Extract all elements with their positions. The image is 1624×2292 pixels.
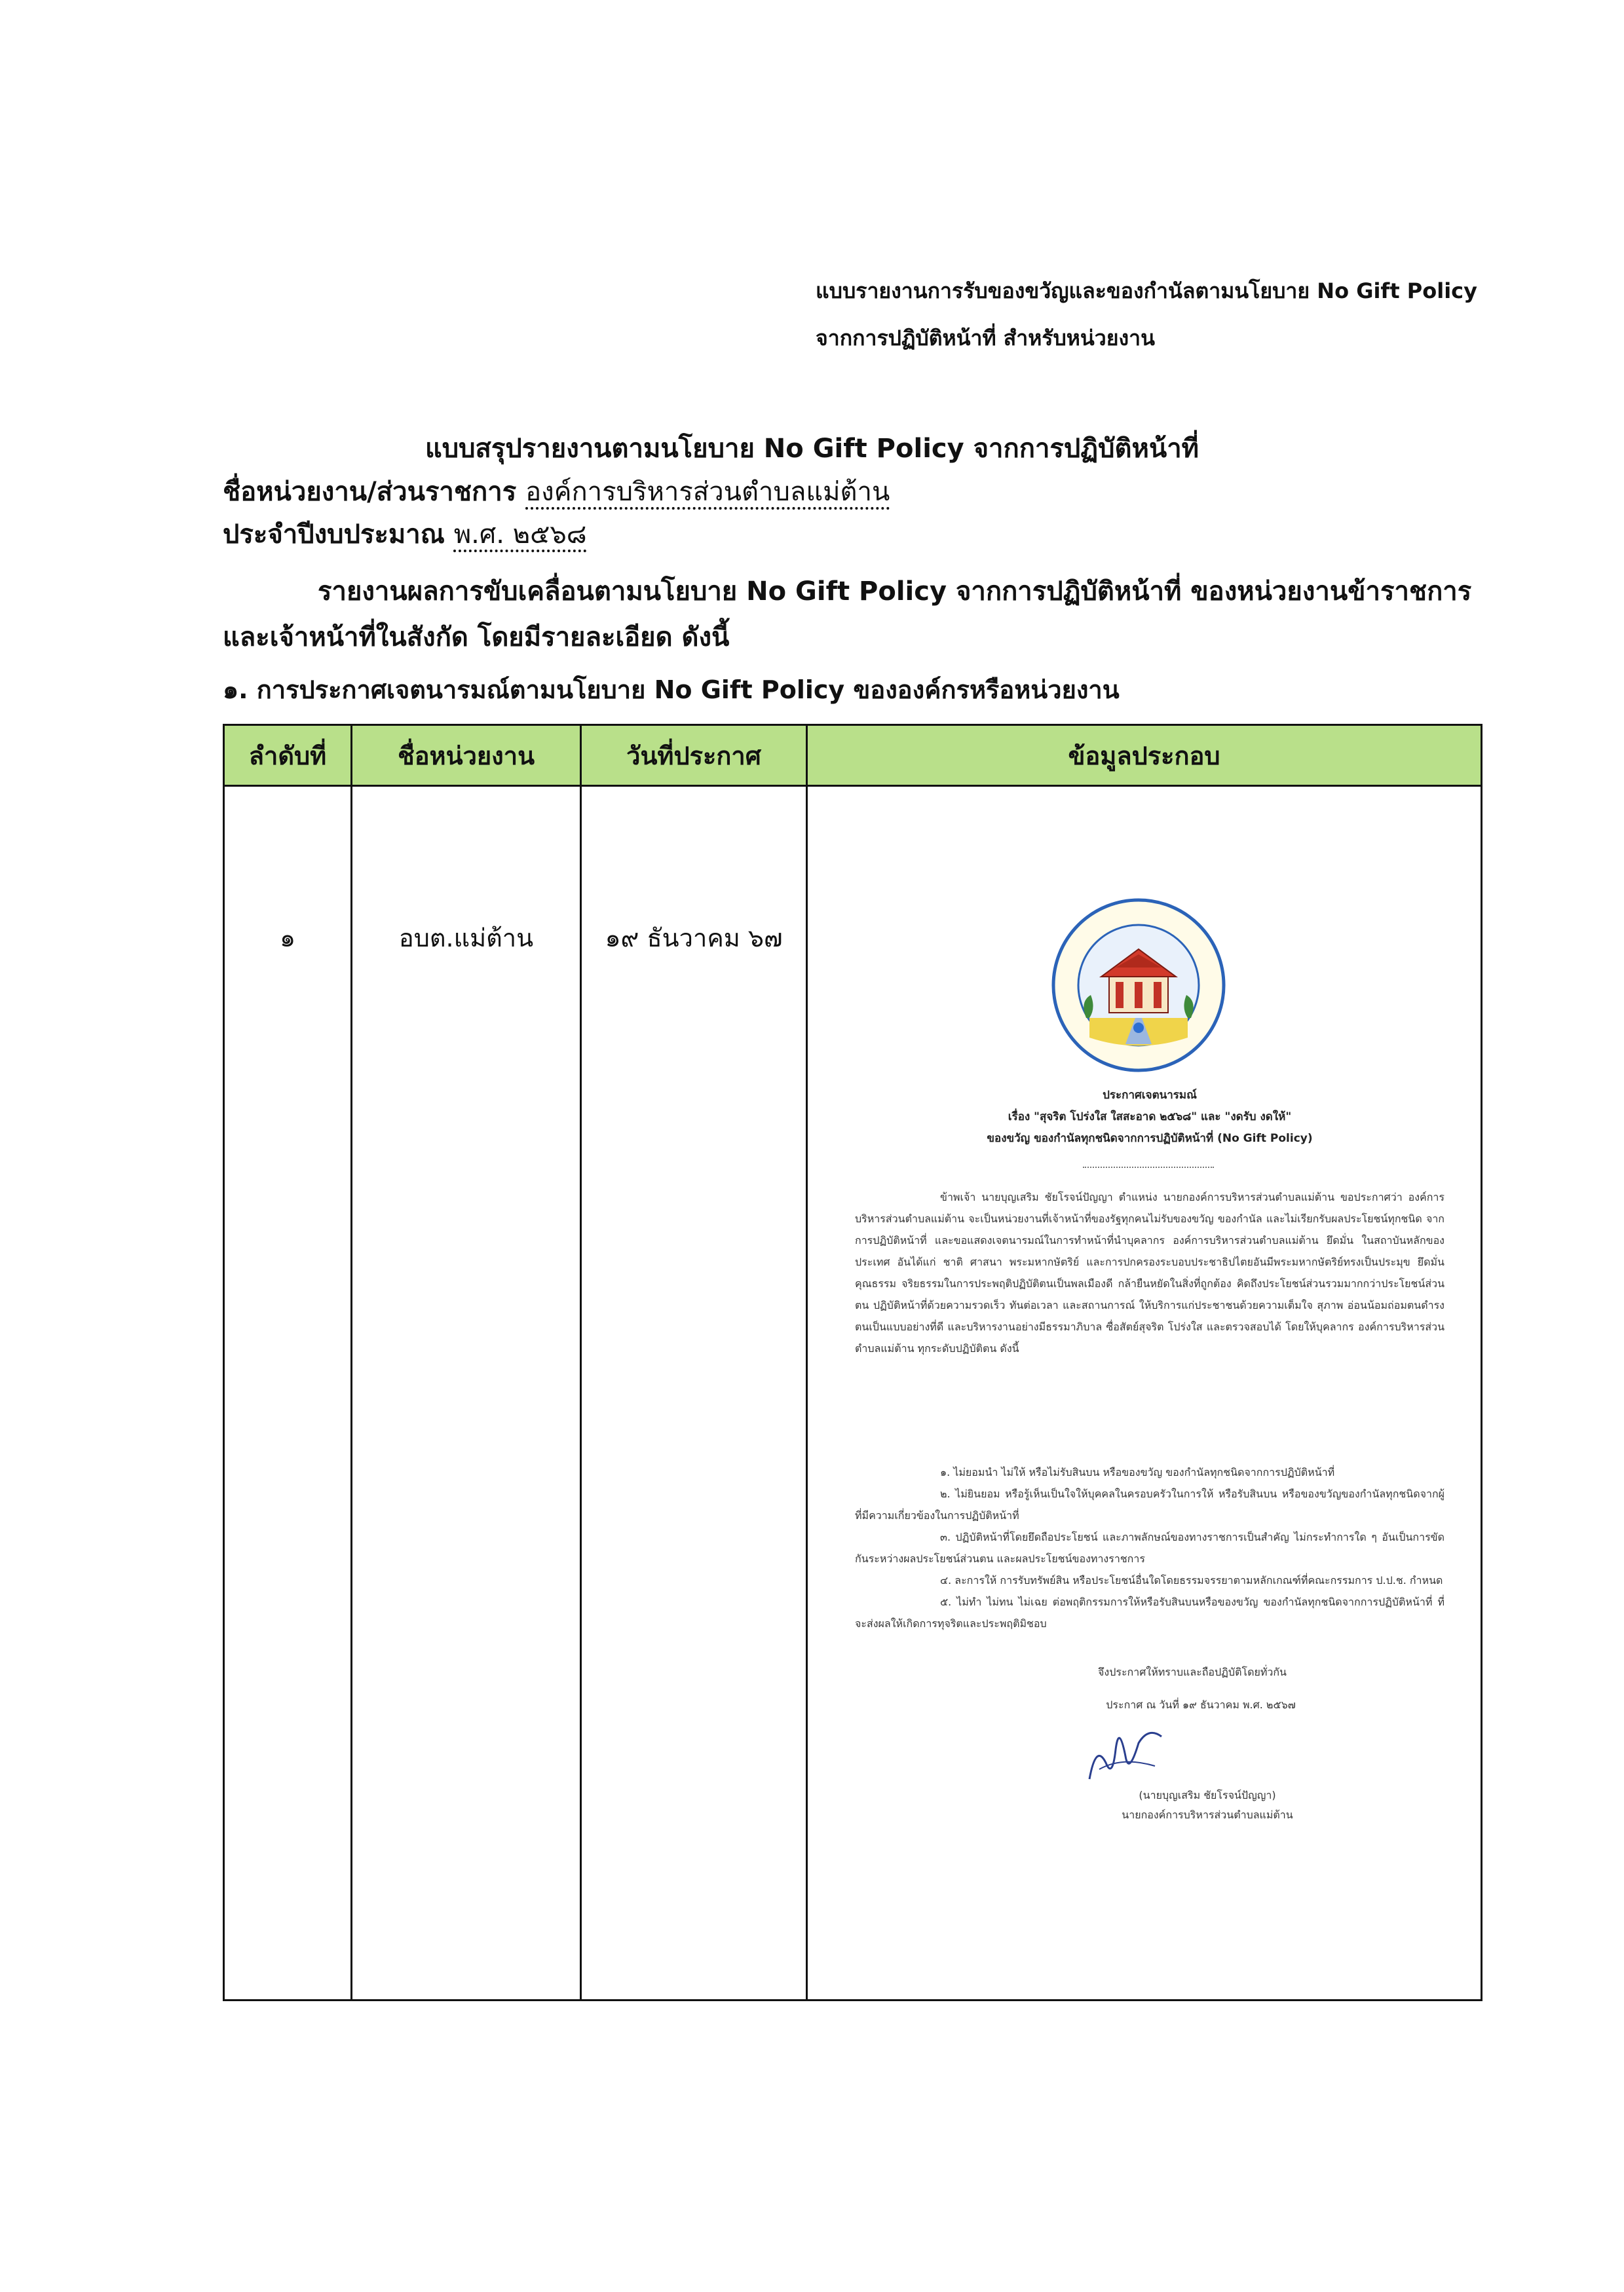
announcement-image: [808, 787, 1481, 1999]
fiscal-year-label: ประจำปีงบประมาณ: [223, 519, 445, 550]
section-1-heading: ๑. การประกาศเจตนารมณ์ตามนโยบาย No Gift Policy ขององค์กรหรือหน่วยงาน: [223, 675, 1120, 704]
cell-agency: อบต.แม่ต้าน: [352, 786, 581, 2001]
form-header-line2: จากการปฏิบัติหน้าที่ สำหรับหน่วยงาน: [816, 326, 1155, 350]
announcement-signer: [1004, 1786, 1410, 1825]
announcement-subject: เรื่อง "สุจริต โปร่งใส ใสสะอาด ๒๕๖๘" และ "งดรับ งดให้": [1008, 1110, 1292, 1123]
announcement-body: ข้าพเจ้า นายบุญเสริม ชัยโรจน์ปัญญา ตำแหน่ง นายกองค์การบริหารส่วนตำบลแม่ต้าน ขอประกาศว่า องค์การบริหารส่วนตำบลแม่ต้าน จะเป็นหน่วยงานที่เจ้าหน้าที่ของรัฐทุกคนไม่รับของขวัญ ของกำนัล และไม่เรียกรับผลประโยชน์ทุกชนิด จากการปฏิบัติหน้าที่ และขอแสดงเจตนารมณ์ในการทำหน้าที่นำบุคลากร องค์การบริหารส่วนตำบลแม่ต้าน ยึดมั่น ในสถาบันหลักของประเทศ อันได้แก่ ชาติ ศาสนา พระมหากษัตริย์ และการปกครองระบอบประชาธิปไตยอันมีพระมหากษัตริย์ทรงเป็นประมุข ยึดมั่นคุณธรรม จริยธรรมในการประพฤติปฏิบัติตนเป็นพลเมืองดี กล้ายืนหยัดในสิ่งที่ถูกต้อง คิดถึงประโยชน์ส่วนรวมมากกว่าประโยชน์ส่วนตน ปฏิบัติหน้าที่ด้วยความรวดเร็ว ทันต่อเวลา และสถานการณ์ ให้บริการแก่ประชาชนด้วยความเต็มใจ สุภาพ อ่อนน้อมถ่อมตนดำรงตนเป็นแบบอย่างที่ดี และบริหารงานอย่างมีธรรมาภิบาล ซื่อสัตย์สุจริต โปร่งใส และตรวจสอบได้ โดยให้บุคลากร องค์การบริหารส่วนตำบลแม่ต้าน ทุกระดับปฏิบัติตน ดังนี้: [855, 1191, 1445, 1355]
announcement-table: [223, 724, 1482, 2001]
announcement-item: ๕. ไม่ทำ ไม่ทน ไม่เฉย ต่อพฤติกรรมการให้หรือรับสินบนหรือของขวัญ ของกำนัลทุกชนิดจากการปฏิบัติหน้าที่ ที่จะส่งผลให้เกิดการทุจริตและประพฤติมิชอบ: [855, 1596, 1445, 1630]
header-no: ลำดับที่: [224, 725, 352, 786]
signer-title: นายกองค์การบริหารส่วนตำบลแม่ต้าน: [1122, 1809, 1293, 1821]
intro-paragraph: รายงานผลการขับเคลื่อนตามนโยบาย No Gift Policy จากการปฏิบัติหน้าที่ ของหน่วยงานข้าราชการ และเจ้าหน้าที่ในสังกัด โดยมีรายละเอียด ดังนี้: [223, 576, 1472, 652]
cell-details: [807, 786, 1482, 2001]
announcement-subject-2: ของขวัญ ของกำนัลทุกชนิดจากการปฏิบัติหน้าที่ (No Gift Policy): [987, 1132, 1313, 1145]
announcement-closing: จึงประกาศให้ทราบและถือปฏิบัติโดยทั่วกัน: [1098, 1666, 1287, 1678]
table-header-row: [224, 725, 1482, 786]
divider: [1083, 1167, 1214, 1168]
table-row: [224, 786, 1482, 2001]
header-agency: ชื่อหน่วยงาน: [352, 725, 581, 786]
fiscal-year-value: พ.ศ. ๒๕๖๘: [453, 519, 587, 550]
header-details: ข้อมูลประกอบ: [807, 725, 1482, 786]
seal-logo: [1050, 897, 1227, 1074]
announcement-title: [855, 1085, 1445, 1150]
agency-line: [223, 470, 890, 512]
header-date: วันที่ประกาศ: [581, 725, 807, 786]
form-header: [816, 267, 1477, 362]
form-header-line1: แบบรายงานการรับของขวัญและของกำนัลตามนโยบาย No Gift Policy: [816, 278, 1477, 303]
signer-name: (นายบุญเสริม ชัยโรจน์ปัญญา): [1139, 1789, 1276, 1801]
agency-label: ชื่อหน่วยงาน/ส่วนราชการ: [223, 477, 517, 507]
cell-date: ๑๙ ธันวาคม ๖๗: [581, 786, 807, 2001]
announcement-item: ๓. ปฏิบัติหน้าที่โดยยึดถือประโยชน์ และภาพลักษณ์ของทางราชการเป็นสำคัญ ไม่กระทำการใด ๆ อันเป็นการขัดกันระหว่างผลประโยชน์ส่วนตน และผลประโยชน์ของทางราชการ: [855, 1531, 1445, 1565]
announcement-heading: ประกาศเจตนารมณ์: [1103, 1089, 1197, 1102]
fiscal-year-line: [223, 513, 587, 555]
cell-no: ๑: [224, 786, 352, 2001]
page-title: แบบสรุปรายงานตามนโยบาย No Gift Policy จากการปฏิบัติหน้าที่: [425, 434, 1199, 464]
announcement-date: ประกาศ ณ วันที่ ๑๙ ธันวาคม พ.ศ. ๒๕๖๗: [1106, 1699, 1296, 1711]
announcement-item: ๔. ละการให้ การรับทรัพย์สิน หรือประโยชน์อื่นใดโดยธรรมจรรยาตามหลักเกณฑ์ที่คณะกรรมการ ป.ป.ช. กำหนด: [940, 1574, 1443, 1587]
announcement-item: ๑. ไม่ยอมนำ ไม่ให้ หรือไม่รับสินบน หรือของขวัญ ของกำนัลทุกชนิดจากการปฏิบัติหน้าที่: [940, 1466, 1335, 1478]
agency-value: องค์การบริหารส่วนตำบลแม่ต้าน: [525, 477, 890, 507]
signature: [1076, 1717, 1168, 1789]
announcement-item: ๒. ไม่ยินยอม หรือรู้เห็นเป็นใจให้บุคคลในครอบครัวในการให้ หรือรับสินบน หรือของขวัญของกำนัลทุกชนิดจากผู้ที่มีความเกี่ยวข้องในการปฏิบัติหน้าที่: [855, 1488, 1445, 1522]
announcement-items: [855, 1461, 1445, 1634]
